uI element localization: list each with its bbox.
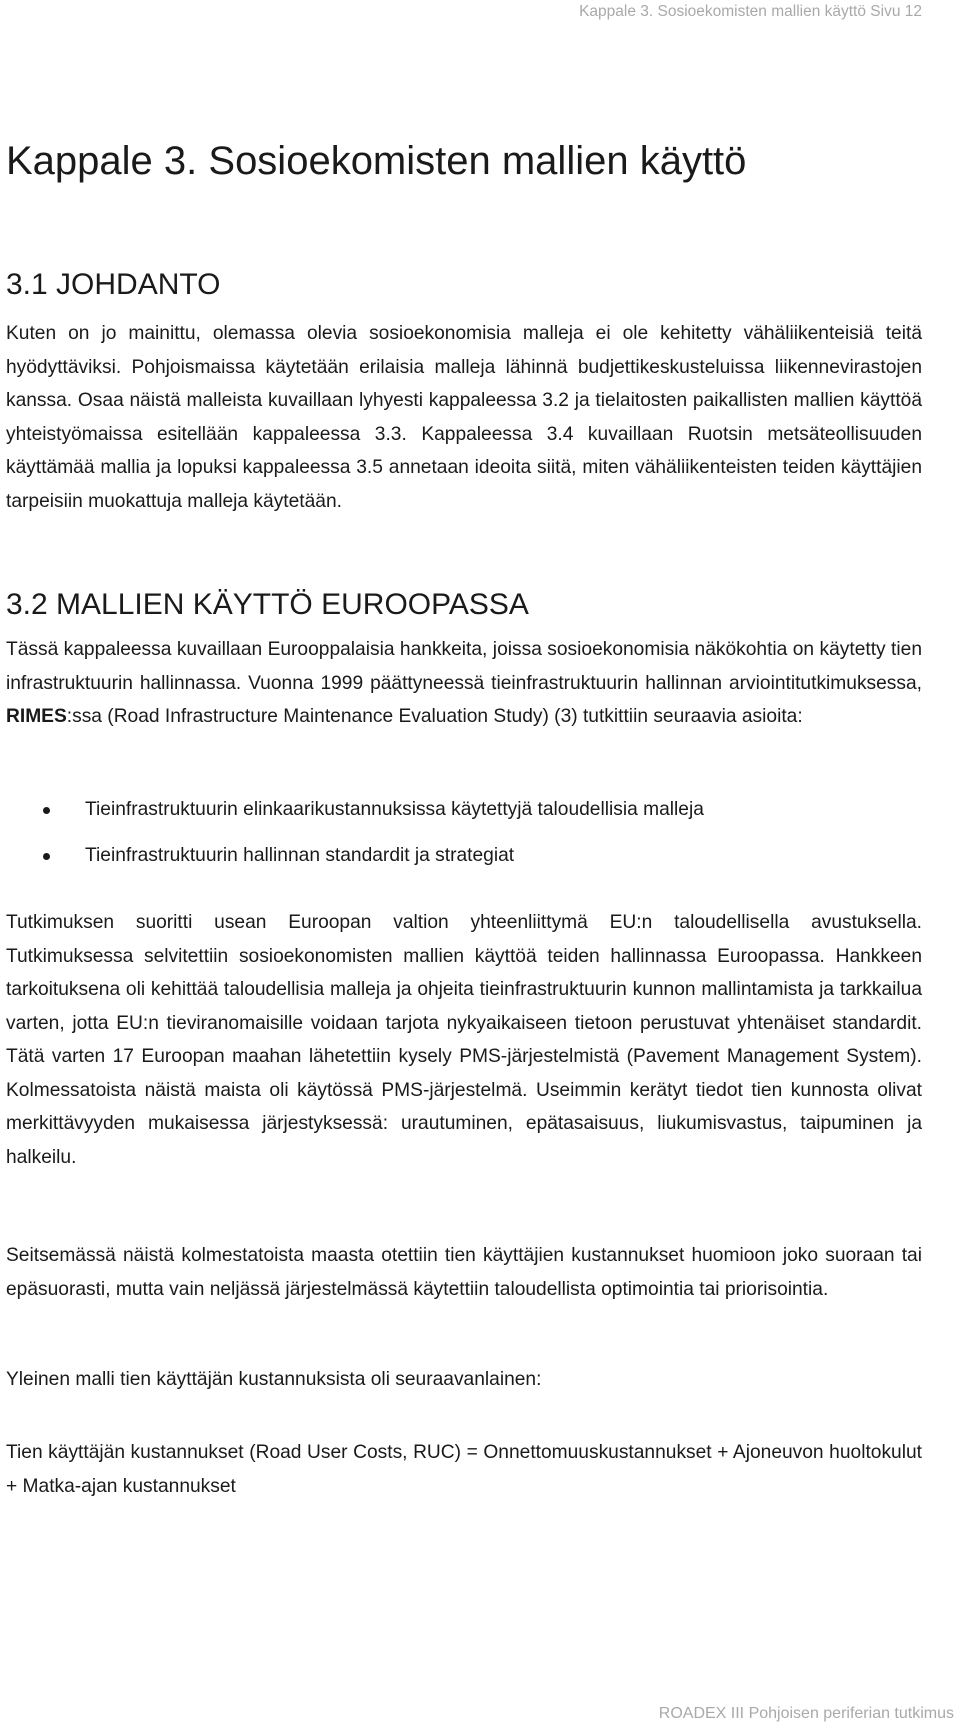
list-item-text: Tieinfrastruktuurin hallinnan standardit ja strategiat <box>85 845 515 866</box>
chapter-title: Kappale 3. Sosioekomisten mallien käyttö <box>6 139 747 183</box>
research-topics-list <box>6 798 922 890</box>
intro-text-start: Tässä kappaleessa kuvaillaan Eurooppalaisia hankkeita, joissa sosioekonomisia näkökohtia on käytetty tien infrastruktuurin hallinnassa. Vuonna 1999 päättyneessä tieinfrastruktuurin hallinnan arviointitutkimuksessa, <box>6 639 922 694</box>
list-item <box>6 798 922 822</box>
page-footer: ROADEX III Pohjoisen periferian tutkimus <box>658 1705 954 1722</box>
section-heading-europe: 3.2 MALLIEN KÄYTTÖ EUROOPASSA <box>6 588 529 621</box>
list-item-text: Tieinfrastruktuurin elinkaarikustannuksissa käytettyjä taloudellisia malleja <box>85 799 704 820</box>
bullet-icon <box>43 807 50 814</box>
bullet-icon <box>43 853 50 860</box>
europe-intro-paragraph <box>6 633 922 734</box>
introduction-paragraph: Kuten on jo mainittu, olemassa olevia sosioekonomisia malleja ei ole kehitetty vähäliikenteisiä teitä hyödyttäviksi. Pohjoismaissa käytetään erilaisia malleja lähinnä budjettikeskusteluissa liikennevirastojen kanssa. Osaa näistä malleista kuvaillaan lyhyesti kappaleessa 3.2 ja tielaitosten paikallisten mallien käyttöä yhteistyömaissa esitellään kappaleessa 3.3. Kappaleessa 3.4 kuvaillaan Ruotsin metsäteollisuuden käyttämää mallia ja lopuksi kappaleessa 3.5 annetaan ideoita siitä, miten vähäliikenteisten teiden käyttäjien tarpeisiin muokattuja malleja käytetään. <box>6 323 922 512</box>
running-header: Kappale 3. Sosioekomisten mallien käyttö Sivu 12 <box>579 3 922 20</box>
study-paragraph: Tutkimuksen suoritti usean Euroopan valtion yhteenliittymä EU:n taloudellisella avustuksella. Tutkimuksessa selvitettiin sosioekonomisten mallien käyttöä teiden hallinnassa Euroopassa. Hankkeen tarkoituksena oli kehittää taloudellisia malleja ja ohjeita tieinfrastruktuurin kunnon mallintamista ja tarkkailua varten, jotta EU:n tieviranomaisille voidaan tarjota nykyaikaiseen tietoon perustuvat yhtenäiset standardit. Tätä varten 17 Euroopan maahan lähetettiin kysely PMS-järjestelmistä (Pavement Management System). Kolmessatoista näistä maista oli käytössä PMS-järjestelmä. Useimmin kerätyt tiedot tien kunnosta olivat merkittävyyden mukaisessa järjestyksessä: urautuminen, epätasaisuus, liukumisvastus, taipuminen ja halkeilu. <box>6 912 922 1168</box>
user-costs-paragraph: Seitsemässä näistä kolmestatoista maasta otettiin tien käyttäjien kustannukset huomioon joko suoraan tai epäsuorasti, mutta vain neljässä järjestelmässä käytettiin taloudellista optimointia tai priorisointia. <box>6 1245 922 1300</box>
rimes-acronym: RIMES <box>6 706 67 727</box>
section-heading-introduction: 3.1 JOHDANTO <box>6 268 221 301</box>
ruc-formula-paragraph: Tien käyttäjän kustannukset (Road User Costs, RUC) = Onnettomuuskustannukset + Ajoneuvon huoltokulut + Matka-ajan kustannukset <box>6 1442 922 1497</box>
general-model-paragraph: Yleinen malli tien käyttäjän kustannuksista oli seuraavanlainen: <box>6 1369 542 1390</box>
intro-text-end: :ssa (Road Infrastructure Maintenance Evaluation Study) (3) tutkittiin seuraavia asioita: <box>66 706 803 727</box>
list-item <box>6 844 922 868</box>
